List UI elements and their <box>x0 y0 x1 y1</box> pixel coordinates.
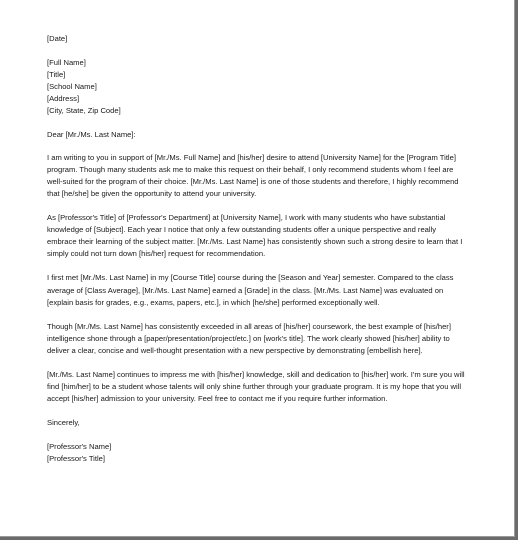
paragraph-line: Though [Mr./Ms. Last Name] has consistently exceeded in all areas of [his/her] coursework, the best example of [his/her] <box>47 321 451 331</box>
paragraph-1 <box>47 152 513 200</box>
recipient-title: [Title] <box>47 70 66 80</box>
signature-block <box>47 441 513 465</box>
recipient-city-state-zip: [City, State, Zip Code] <box>47 106 121 116</box>
paragraph-3 <box>47 272 513 308</box>
paragraph-line: embrace their learning of the subject matter. [Mr./Ms. Last Name] has consistently shown such a strong desire to learn that I <box>47 237 463 247</box>
paragraph-5 <box>47 369 513 405</box>
closing: Sincerely, <box>47 418 80 428</box>
recipient-address: [Address] <box>47 94 80 104</box>
recipient-block <box>47 57 513 117</box>
paragraph-line: average of [Class Average], [Mr./Ms. Last Name] earned a [Grade] in the class. [Mr./Ms. Last Name] was evaluated on <box>47 285 444 295</box>
paragraph-line: find [him/her] to be a student whose talents will only shine further through your graduate program. It is my hope that you will <box>47 382 462 392</box>
paragraph-line: [explain basis for grades, e.g., exams, papers, etc.], in which [he/she] performed exceptionally well. <box>47 297 380 307</box>
professor-title: [Professor's Title] <box>47 454 105 464</box>
recipient-full-name: [Full Name] <box>47 58 86 68</box>
paragraph-line: deliver a clear, concise and well-thought presentation with a new perspective by demonstrating [embellish here]. <box>47 345 423 355</box>
paragraph-4 <box>47 321 513 357</box>
paragraph-line: I first met [Mr./Ms. Last Name] in my [Course Title] course during the [Season and Year] semester. Compared to the class <box>47 273 454 283</box>
recipient-school-name: [School Name] <box>47 82 97 92</box>
paragraph-line: intelligence shone through a [paper/presentation/project/etc.] on [work's title]. The work clearly showed [his/her] ability to <box>47 333 450 343</box>
paragraph-line: [Mr./Ms. Last Name] continues to impress me with [his/her] knowledge, skill and dedication to [his/her] work. I'm sure you will <box>47 369 465 379</box>
paragraph-line: simply could not turn down [his/her] request for recommendation. <box>47 249 266 259</box>
paragraph-line: accept [his/her] admission to your university. Feel free to contact me if you require further information. <box>47 394 388 404</box>
paragraph-2 <box>47 212 513 260</box>
salutation: Dear [Mr./Ms. Last Name]: <box>47 129 136 139</box>
letter-body <box>47 33 513 466</box>
paragraph-line: As [Professor's Title] of [Professor's Department] at [University Name], I work with many students who have substantial <box>47 213 446 223</box>
paragraph-line: well-suited for the program of their choice. [Mr./Ms. Last Name] is one of those students and therefore, I highly recommend <box>47 176 459 186</box>
professor-name: [Professor's Name] <box>47 442 112 452</box>
paragraph-line: knowledge of [Subject]. Each year I notice that only a few outstanding students offer a unique perspective and really <box>47 225 437 235</box>
letter-date: [Date] <box>47 34 68 43</box>
paragraph-line: program. Though many students ask me to make this request on their behalf, I only recommend students whom I feel are <box>47 164 454 174</box>
paragraph-line: that [he/she] be given the opportunity to attend your university. <box>47 188 257 198</box>
paragraph-line: I am writing to you in support of [Mr./Ms. Full Name] and [his/her] desire to attend [University Name] for the [Program Title] <box>47 152 456 162</box>
